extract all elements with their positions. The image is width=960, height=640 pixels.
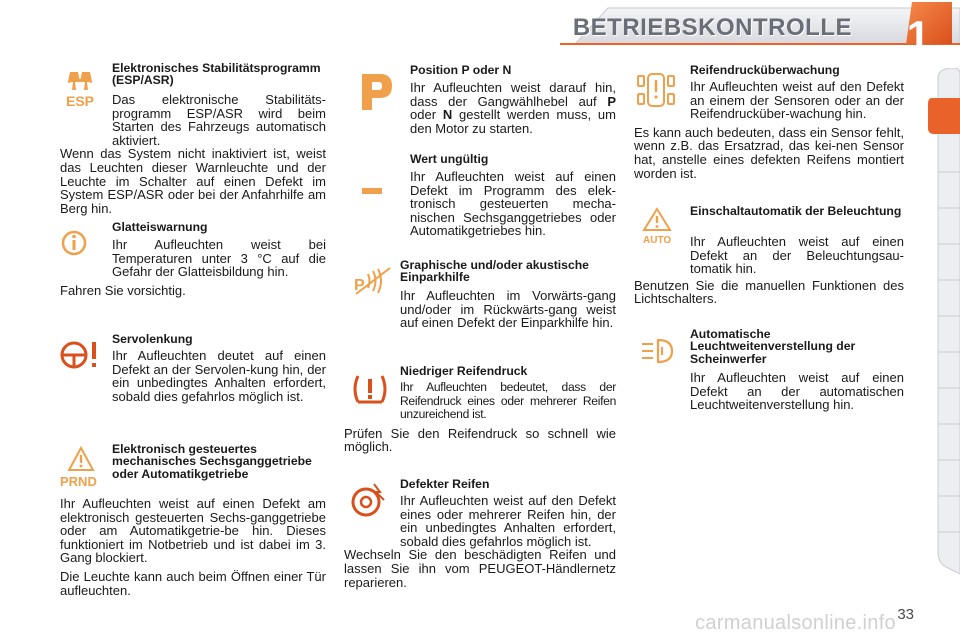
headlamp-levelling-title: Automatische Leuchtweitenverstellung der Scheinwerfer (690, 327, 856, 366)
power-steering-icon (58, 340, 102, 370)
tyre-monitoring-text-2: Es kann auch bedeuten, dass ein Sensor fehlt, wenn z.B. das Ersatzrad, das kei-nen Sensor hat, anstelle eines defekten Reifens montiert worden ist. (634, 124, 904, 181)
svg-text:P: P (354, 277, 365, 294)
auto-lighting-text-2: Benutzen Sie die manuellen Funktionen des Lichtschalters. (634, 277, 904, 307)
gearbox-text-2: Die Leuchte kann auch beim Öffnen einer Tür aufleuchten. (60, 568, 326, 598)
invalid-value-title: Wert ungültig (410, 152, 489, 166)
page-title: BETRIEBSKONTROLLE (572, 14, 852, 41)
ice-warning-title: Glatteiswarnung (112, 220, 208, 234)
tyre-pressure-text: Ihr Aufleuchten bedeutet, dass der Reifendruck eines oder mehrerer Reifen unzureichend ist. (400, 380, 616, 422)
gearbox-warning-icon (58, 446, 104, 488)
parking-assist-text: Ihr Aufleuchten im Vorwärts-gang und/oder im Rückwärts-gang weist auf einen Defekt der Einparkhilfe hin. (400, 288, 616, 331)
watermark: carmanualsonline.info (695, 612, 896, 634)
gearbox-text: Ihr Aufleuchten weist auf einen Defekt am elektronisch gesteuerten Sechs-ganggetriebe oder am Automatikgetrie-be hin. Dieses funktioniert im Notbetrieb und ist dabei im 3. Gang blockiert. (60, 496, 326, 566)
svg-text:AUTO: AUTO (643, 235, 672, 246)
power-steering-title: Servolenkung (112, 332, 193, 346)
defective-tyre-title: Defekter Reifen (400, 477, 490, 491)
esp-title: Elektronisches Stabilitätsprogramm (ESP/ASR) (112, 61, 321, 88)
chapter-number: 1 (906, 12, 930, 59)
tyre-pressure-title: Niedriger Reifendruck (400, 364, 528, 378)
svg-text:ESP: ESP (66, 93, 95, 109)
parking-assist-title: Graphische und/oder akustische Einparkhilfe (400, 258, 589, 285)
tyre-monitoring-text: Ihr Aufleuchten weist auf den Defekt an einem der Sensoren oder an der Reifendrucküber-wachung hin. (690, 79, 904, 122)
esp-text-2: Wenn das System nicht inaktiviert ist, weist das Leuchten dieser Warnleuchte und der Leuchte im Schalter auf einen Defekt im System ESP/ASR oder bei der Anfahrhilfe am Berg hin. (60, 146, 326, 216)
tyre-monitoring-title: Reifendrucküberwachung (690, 63, 840, 77)
auto-lighting-text: Ihr Aufleuchten weist auf einen Defekt an der Beleuchtungsau-tomatik hin. (690, 234, 904, 277)
tyre-pressure-text-2: Prüfen Sie den Reifendruck so schnell wie möglich. (344, 425, 616, 455)
position-title: Position P oder N (410, 63, 512, 77)
headlamp-levelling-icon (638, 336, 680, 366)
invalid-value-text: Ihr Aufleuchten weist auf einen Defekt im Programm des elek-tronisch gesteuerten mecha-nischen Sechsganggetriebes oder Automatikgetriebes hin. (410, 169, 616, 239)
power-steering-text: Ihr Aufleuchten deutet auf einen Defekt an der Servolen-kung hin, der ein unbedingtes Anhalten erfordert, sobald dies gefahrlos möglich ist. (112, 348, 326, 404)
page-number: 33 (897, 606, 914, 623)
position-text: Ihr Aufleuchten weist darauf hin, dass der Gangwählhebel auf P oder N gestellt werden muss, um den Motor zu starten. (410, 80, 616, 136)
headlamp-levelling-text: Ihr Aufleuchten weist auf einen Defekt an der automatischen Leuchtweitenverstellung hin. (690, 370, 904, 413)
defective-tyre-text: Ihr Aufleuchten weist auf den Defekt eines oder mehrerer Reifen hin, der ein unbedingtes Anhalten erfordert, sobald dies gefahrlos möglich ist. (400, 493, 616, 549)
svg-text:PRND: PRND (60, 474, 97, 488)
esp-text: Das elektronische Stabilitäts-programm ESP/ASR wird beim Starten des Fahrzeugs automatisch aktiviert. (112, 92, 326, 148)
gearbox-title: Elektronisch gesteuertes mechanisches Sechsganggetriebe oder Automatikgetriebe (112, 442, 312, 481)
auto-lighting-title: Einschaltautomatik der Beleuchtung (690, 204, 902, 218)
invalid-value-icon (360, 186, 384, 196)
ice-warning-text-2: Fahren Sie vorsichtig. (60, 282, 186, 298)
defective-tyre-text-2: Wechseln Sie den beschädigten Reifen und lassen Sie ihn vom PEUGEOT-Händlernetz reparieren. (344, 547, 616, 590)
park-position-icon (358, 70, 396, 112)
parking-assist-icon (352, 266, 394, 296)
ice-warning-text: Ihr Aufleuchten weist bei Temperaturen unter 3 °C auf die Gefahr der Glatteisbildung hin. (112, 237, 326, 280)
chapter-tabs[interactable] (928, 68, 960, 574)
